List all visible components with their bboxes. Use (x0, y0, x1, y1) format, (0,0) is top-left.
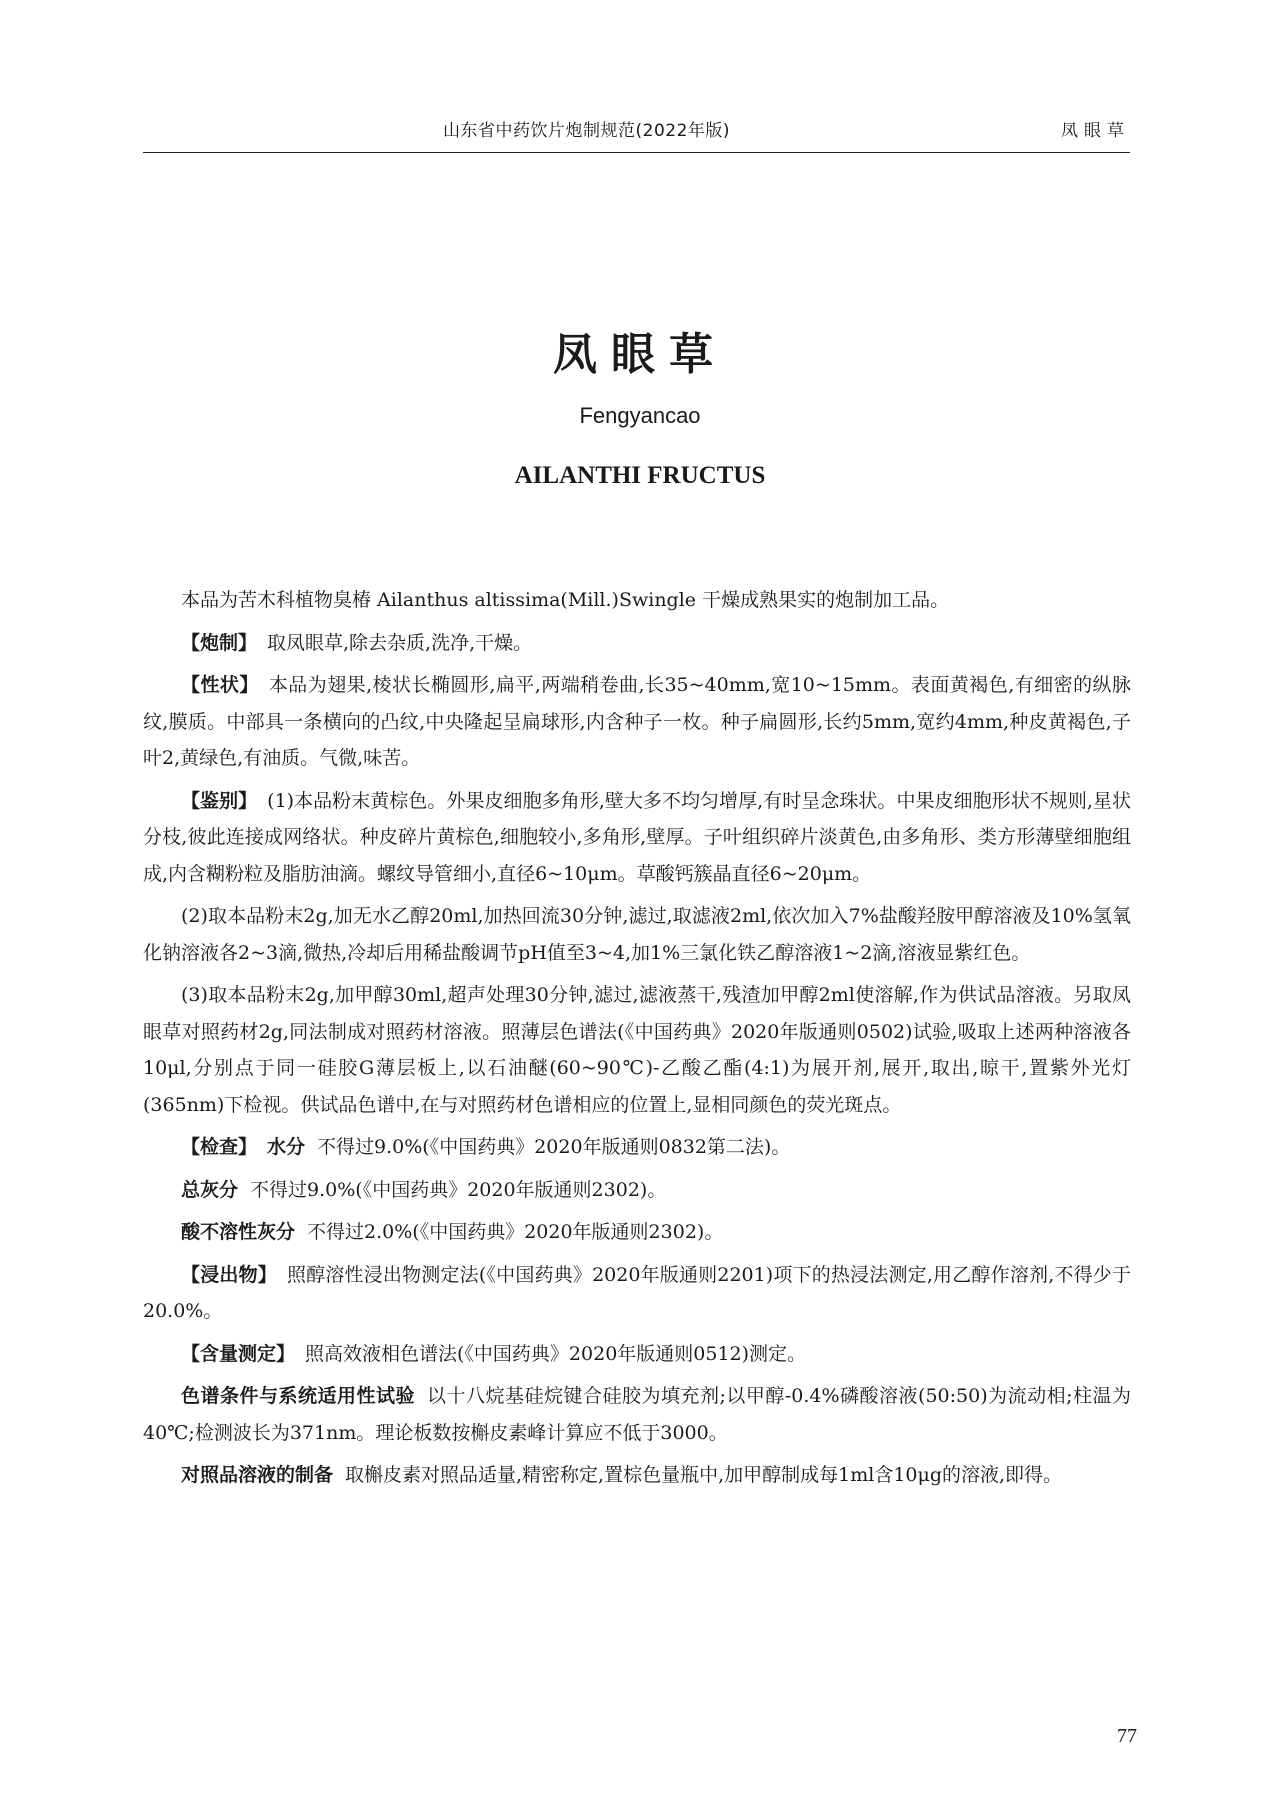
section-processing (143, 625, 1131, 662)
page-title: 凤眼草 (553, 329, 727, 380)
section-text: (1)本品粉末黄棕色。外果皮细胞多角形,壁大多不均匀增厚,有时呈念珠状。中果皮细胞形状不规则,星状分枝,彼此连接成网络状。种皮碎片黄棕色,细胞较小,多角形,壁厚。子叶组织碎片淡黄色,由多角形、类方形薄壁细胞组成,内含糊粉粒及脂肪油滴。螺纹导管细小,直径6~10μm。草酸钙簇晶直径6~20μm。 (143, 789, 1131, 885)
section-text: (2)取本品粉末2g,加无水乙醇20ml,加热回流30分钟,滤过,取滤液2ml,依次加入7%盐酸羟胺甲醇溶液及10%氢氧化钠溶液各2~3滴,微热,冷却后用稀盐酸调节pH值至3~4,加1%三氯化铁乙醇溶液1~2滴,溶液显紫红色。 (143, 905, 1131, 964)
header-entry-name: 凤眼草 (1061, 121, 1130, 141)
section-heading: 【鉴别】 (181, 789, 258, 812)
identification-item-2 (143, 898, 1131, 971)
monograph-body (143, 582, 1131, 1500)
section-text: 取槲皮素对照品适量,精密称定,置棕色量瓶中,加甲醇制成每1ml含10μg的溶液,即得。 (345, 1464, 1063, 1486)
section-text: 取凤眼草,除去杂质,洗净,干燥。 (267, 631, 533, 654)
section-text: (3)取本品粉末2g,加甲醇30ml,超声处理30分钟,滤过,滤液蒸干,残渣加甲醇2ml使溶解,作为供试品溶液。另取凤眼草对照药材2g,同法制成对照药材溶液。照薄层色谱法(《中国药典》2020年版通则0502)试验,吸取上述两种溶液各10μl,分别点于同一硅胶G薄层板上,以石油醚(60~90℃)-乙酸乙酯(4:1)为展开剂,展开,取出,晾干,置紫外光灯(365nm)下检视。供试品色谱中,在与对照药材色谱相应的位置上,显相同颜色的荧光斑点。 (143, 984, 1131, 1116)
identification-item-3 (143, 977, 1131, 1123)
intro-paragraph (143, 582, 1131, 619)
intro-text: 本品为苦木科植物臭椿 Ailanthus altissima(Mill.)Swingle 干燥成熟果实的炮制加工品。 (181, 589, 950, 611)
section-heading: 【性状】 (181, 674, 259, 696)
section-description (143, 667, 1131, 777)
sub-heading: 酸不溶性灰分 (181, 1221, 296, 1243)
section-text: 本品为翅果,棱状长椭圆形,扁平,两端稍卷曲,长35~40mm,宽10~15mm。表面黄褐色,有细密的纵脉纹,膜质。中部具一条横向的凸纹,中央隆起呈扁球形,内含种子一枚。种子扁圆形,长约5mm,宽约4mm,种皮黄褐色,子叶2,黄绿色,有油质。气微,味苦。 (143, 674, 1131, 769)
section-heading: 【含量测定】 (181, 1342, 296, 1365)
page-number: 77 (1117, 1725, 1137, 1747)
section-identification (143, 783, 1131, 893)
assay-chromatographic-conditions (143, 1378, 1131, 1451)
section-text: 不得过9.0%(《中国药典》2020年版通则0832第二法)。 (317, 1136, 791, 1158)
book-title: 山东省中药饮片炮制规范(2022年版) (443, 121, 731, 141)
section-text: 以十八烷基硅烷键合硅胶为填充剂;以甲醇-0.4%磷酸溶液(50:50)为流动相;柱温为40℃;检测波长为371nm。理论板数按槲皮素峰计算应不低于3000。 (143, 1385, 1131, 1444)
assay-reference-solution (143, 1457, 1131, 1494)
pinyin-name: Fengyancao (579, 403, 701, 428)
section-text: 不得过2.0%(《中国药典》2020年版通则2302)。 (307, 1221, 724, 1243)
section-heading: 【浸出物】 (181, 1263, 277, 1286)
latin-name: AILANTHI FRUCTUS (514, 462, 766, 489)
section-heading: 【检查】 (181, 1136, 258, 1158)
sub-heading: 对照品溶液的制备 (181, 1464, 334, 1486)
sub-heading: 色谱条件与系统适用性试验 (181, 1385, 415, 1407)
section-assay (143, 1336, 1131, 1373)
inspection-total-ash (143, 1172, 1131, 1209)
section-text: 不得过9.0%(《中国药典》2020年版通则2302)。 (250, 1178, 667, 1201)
running-header (143, 112, 1130, 153)
section-text: 照高效液相色谱法(《中国药典》2020年版通则0512)测定。 (305, 1342, 807, 1365)
sub-heading: 总灰分 (181, 1178, 239, 1201)
section-extractives (143, 1257, 1131, 1330)
section-heading: 【炮制】 (181, 631, 258, 654)
sub-heading: 水分 (267, 1136, 306, 1158)
section-inspection (143, 1129, 1131, 1166)
section-text: 照醇溶性浸出物测定法(《中国药典》2020年版通则2201)项下的热浸法测定,用乙醇作溶剂,不得少于20.0%。 (143, 1263, 1131, 1322)
inspection-acid-insoluble-ash (143, 1214, 1131, 1251)
